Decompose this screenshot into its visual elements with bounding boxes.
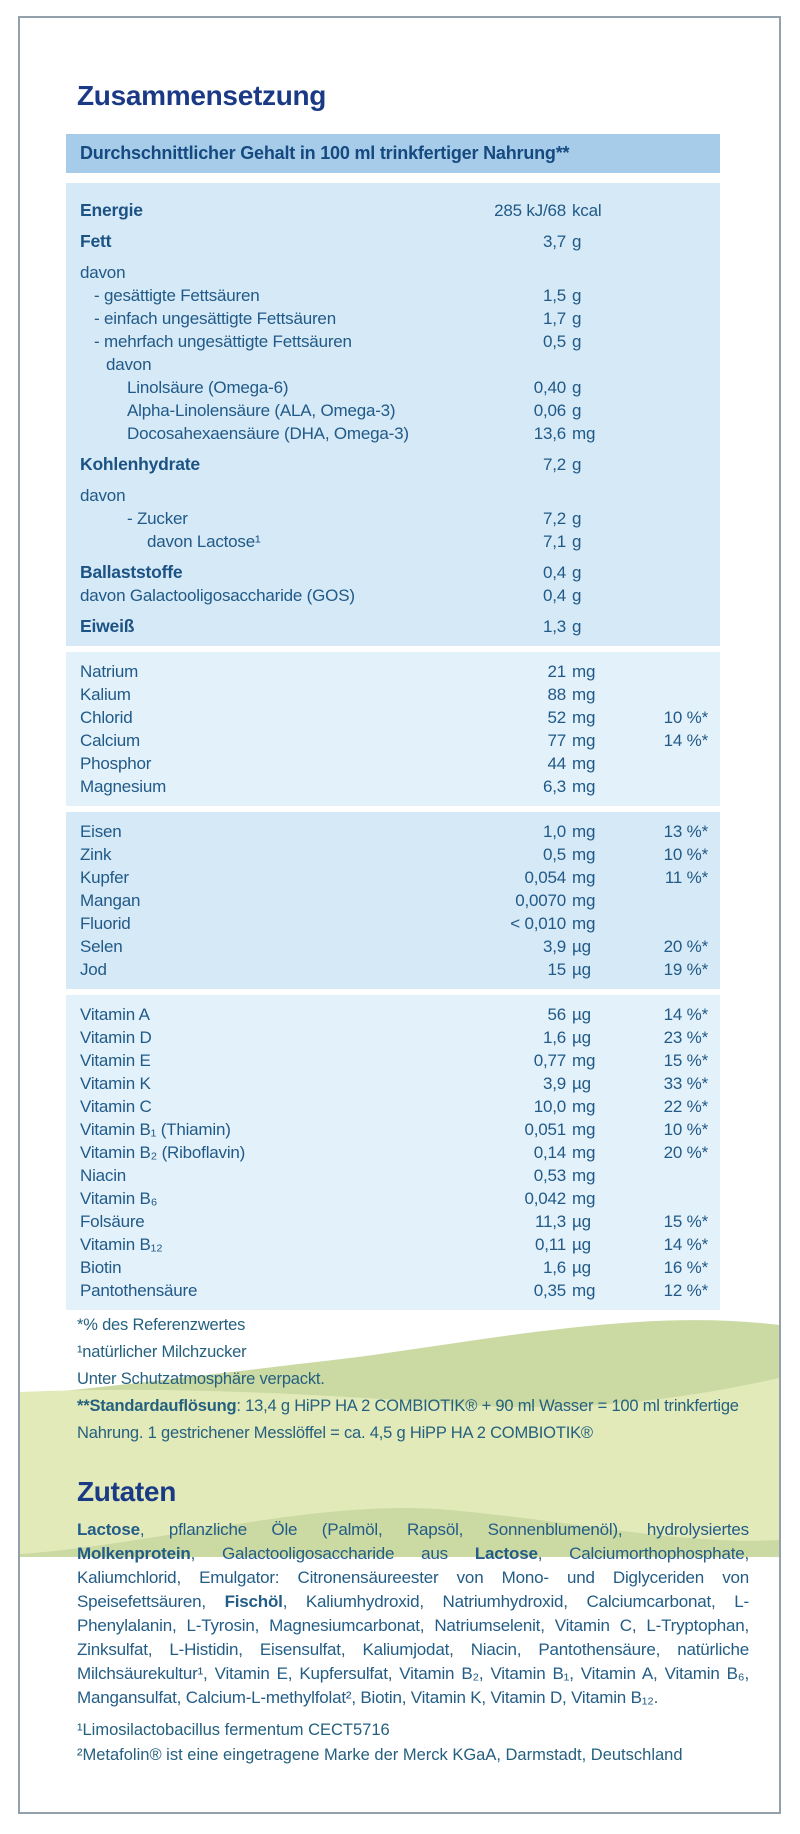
nutrient-label: Zink (80, 845, 112, 864)
nutrient-label: davon (106, 355, 152, 374)
nutrient-unit: g (572, 309, 582, 328)
nutrient-amount: 1,6 (542, 1028, 566, 1047)
nutrient-unit: g (572, 332, 582, 351)
nutrient-reference-percent (622, 584, 708, 607)
nutrient-reference-percent (622, 660, 708, 683)
nutrient-unit: µg (572, 1235, 591, 1254)
ingredient-segment: Standardauflösung (89, 1397, 237, 1415)
nutrient-unit: mg (572, 1143, 596, 1162)
nutrient-unit: g (572, 586, 582, 605)
nutrient-reference-percent: 16 %* (663, 1258, 708, 1277)
table-row (66, 820, 720, 843)
nutrient-unit: g (572, 286, 582, 305)
table-row (66, 261, 720, 284)
footnote-reference-value: *% des Referenzwertes (77, 1316, 246, 1334)
nutrient-unit: mg (572, 662, 596, 681)
nutrient-reference-percent (622, 230, 708, 253)
nutrient-label: Ballaststoffe (80, 562, 183, 582)
nutrient-label: Fett (80, 231, 112, 251)
nutrient-amount: 56 (547, 1005, 566, 1024)
nutrient-reference-percent (622, 353, 708, 376)
nutrient-reference-percent: 12 %* (663, 1281, 708, 1300)
table-row (66, 530, 720, 553)
nutrient-reference-percent (622, 530, 708, 553)
nutrient-amount: 285 kJ/68 (494, 201, 566, 220)
nutrient-reference-percent (622, 453, 708, 476)
nutrient-label: Linolsäure (Omega-6) (127, 378, 289, 397)
nutrient-unit: µg (572, 937, 591, 956)
nutrient-unit: µg (572, 1028, 591, 1047)
nutrient-unit: kcal (572, 201, 602, 220)
table-row (66, 1072, 720, 1095)
nutrient-unit: mg (572, 914, 596, 933)
ingredient-segment: ** (77, 1397, 90, 1415)
table-row (66, 752, 720, 775)
table-row (66, 706, 720, 729)
table-row (66, 284, 720, 307)
nutrient-label: Kohlenhydrate (80, 454, 200, 474)
nutrient-label: Chlorid (80, 708, 133, 727)
table-row (66, 615, 720, 638)
nutrient-label: Folsäure (80, 1212, 145, 1231)
ingredient-segment: Fischöl (224, 1592, 283, 1611)
nutrient-label: Calcium (80, 731, 141, 750)
nutrient-unit: mg (572, 1120, 596, 1139)
nutrient-reference-percent: 19 %* (663, 960, 708, 979)
nutrient-reference-percent (622, 1187, 708, 1210)
nutrient-label: Vitamin E (80, 1051, 151, 1070)
nutrient-reference-percent (622, 561, 708, 584)
table-row (66, 866, 720, 889)
nutrient-label: Vitamin B₆ (80, 1189, 158, 1208)
nutrient-reference-percent (622, 752, 708, 775)
table-row (66, 1187, 720, 1210)
nutrient-label: davon (80, 263, 126, 282)
nutrient-label: Phosphor (80, 754, 152, 773)
nutrient-amount: 13,6 (533, 424, 566, 443)
nutrient-label: Eisen (80, 822, 122, 841)
nutrient-amount: 1,6 (542, 1258, 566, 1277)
nutrient-amount: 1,3 (542, 617, 566, 636)
nutrient-unit: mg (572, 777, 596, 796)
nutrient-unit: mg (572, 845, 596, 864)
nutrient-amount: 1,5 (542, 286, 566, 305)
nutrient-amount: 0,051 (524, 1120, 566, 1139)
ingredients-footnotes (77, 1718, 749, 1768)
nutrient-amount: 0,35 (533, 1281, 566, 1300)
table-row (66, 307, 720, 330)
nutrient-label: Energie (80, 200, 143, 220)
ingredient-segment: , pflanzliche Öle (Palmöl, Rapsöl, Sonnenblumenöl), hydrolysiertes (139, 1520, 749, 1539)
nutrient-amount: 0,77 (533, 1051, 566, 1070)
nutrient-unit: g (572, 455, 582, 474)
nutrient-reference-percent (622, 399, 708, 422)
table-row (66, 958, 720, 981)
nutrient-unit: µg (572, 1212, 591, 1231)
nutrient-reference-percent (622, 507, 708, 530)
nutrient-reference-percent (622, 484, 708, 507)
nutrient-amount: 0,53 (533, 1166, 566, 1185)
table-row (66, 507, 720, 530)
label-card (18, 16, 781, 1814)
nutrient-reference-percent (622, 261, 708, 284)
nutrient-reference-percent: 15 %* (663, 1051, 708, 1070)
nutrient-reference-percent: 33 %* (663, 1074, 708, 1093)
nutrient-unit: mg (572, 868, 596, 887)
nutrient-amount: 0,06 (533, 401, 566, 420)
nutrient-amount: 0,4 (542, 563, 566, 582)
nutrient-reference-percent (622, 422, 708, 445)
table-section-vitamins (66, 995, 720, 1310)
nutrient-unit: µg (572, 1005, 591, 1024)
nutrient-reference-percent: 20 %* (663, 1143, 708, 1162)
ingredients-text (77, 1518, 749, 1710)
nutrient-amount: 44 (547, 754, 566, 773)
nutrient-reference-percent (622, 199, 708, 222)
table-header (66, 134, 720, 173)
nutrient-label: Vitamin D (80, 1028, 152, 1047)
table-row (66, 1233, 720, 1256)
nutrient-reference-percent: 13 %* (663, 822, 708, 841)
table-row (66, 1141, 720, 1164)
table-row (66, 1256, 720, 1279)
nutrient-amount: 88 (547, 685, 566, 704)
ingredients-section (77, 1476, 749, 1768)
nutrient-unit: g (572, 563, 582, 582)
table-footnotes (77, 1312, 749, 1447)
composition-title: Zusammensetzung (77, 80, 327, 111)
nutrient-unit: mg (572, 685, 596, 704)
table-section-minerals (66, 652, 720, 806)
nutrient-amount: 0,40 (533, 378, 566, 397)
nutrient-unit: mg (572, 708, 596, 727)
table-row (66, 453, 720, 476)
nutrient-label: Magnesium (80, 777, 167, 796)
nutrient-unit: mg (572, 822, 596, 841)
nutrient-amount: 3,7 (542, 232, 566, 251)
nutrient-amount: 0,5 (542, 845, 566, 864)
nutrient-reference-percent: 20 %* (663, 937, 708, 956)
nutrient-label: Vitamin K (80, 1074, 151, 1093)
nutrient-label: Selen (80, 937, 123, 956)
table-row (66, 484, 720, 507)
nutrient-amount: 3,9 (542, 937, 566, 956)
nutrient-amount: 3,9 (542, 1074, 566, 1093)
nutrient-reference-percent: 22 %* (663, 1097, 708, 1116)
table-row (66, 1118, 720, 1141)
nutrient-unit: µg (572, 960, 591, 979)
nutrient-label: davon Lactose¹ (147, 532, 261, 551)
nutrient-unit: µg (572, 1258, 591, 1277)
nutrient-amount: 0,14 (533, 1143, 566, 1162)
table-row (66, 912, 720, 935)
nutrient-unit: mg (572, 424, 596, 443)
footnote-protective-atmosphere: Unter Schutzatmosphäre verpackt. (77, 1370, 325, 1388)
table-row (66, 1210, 720, 1233)
table-row (66, 230, 720, 253)
nutrient-label: Vitamin B₁₂ (80, 1235, 163, 1254)
nutrient-amount: 6,3 (542, 777, 566, 796)
table-section-trace-elements (66, 812, 720, 989)
table-row (66, 1049, 720, 1072)
nutrient-amount: 7,1 (542, 532, 566, 551)
ingredient-segment: , Galactooligosaccharide aus (190, 1544, 475, 1563)
nutrient-label: Alpha-Linolensäure (ALA, Omega-3) (127, 401, 396, 420)
nutrient-label: - Zucker (127, 509, 188, 528)
nutrient-amount: 0,11 (534, 1235, 566, 1254)
nutrient-unit: g (572, 378, 582, 397)
table-row (66, 376, 720, 399)
table-row (66, 1026, 720, 1049)
ingredient-segment: Lactose (77, 1520, 140, 1539)
ingredient-segment: , Kaliumhydroxid, Natriumhydroxid, Calciumcarbonat, L-Phenylalanin, L-Tyrosin, Magnesiumcarbonat, Natriumselenit, Vitamin C, L-Tryptophan, Zinksulfat, L-Histidin, Eisensulfat, Kaliumjodat, Niacin, Pantothensäure, natürliche Milchsäurekultur¹, Vitamin E, Kupfersulfat, Vitamin B₂, Vitamin B₁, Vitamin A, Vitamin B₆, Mangansulfat, Calcium-L-methylfolat², Biotin, Vitamin K, Vitamin D, Vitamin B₁₂. (77, 1592, 749, 1707)
nutrient-reference-percent (622, 889, 708, 912)
nutrient-label: Mangan (80, 891, 141, 910)
nutrient-label: Vitamin B₂ (Riboflavin) (80, 1143, 246, 1162)
table-row (66, 1279, 720, 1302)
nutrient-reference-percent (622, 775, 708, 798)
nutrient-reference-percent: 15 %* (663, 1212, 708, 1231)
nutrient-amount: 0,054 (524, 868, 566, 887)
nutrient-label: davon (80, 486, 126, 505)
nutrient-label: Fluorid (80, 914, 131, 933)
nutrient-amount: 15 (547, 960, 566, 979)
table-row (66, 561, 720, 584)
ingredients-title: Zutaten (77, 1476, 177, 1507)
nutrient-unit: mg (572, 891, 596, 910)
nutrient-label: Docosahexaensäure (DHA, Omega-3) (127, 424, 409, 443)
ingredient-segment: , Calciumorthophosphate, Kaliumchlorid, Emulgator: Citronensäureester von Mono- und Diglyceriden von Speisefettsäuren, (77, 1544, 749, 1611)
nutrient-unit: g (572, 617, 582, 636)
nutrient-unit: mg (572, 1051, 596, 1070)
nutrient-reference-percent: 10 %* (663, 708, 708, 727)
footnote-standard-dilution (77, 1393, 749, 1447)
nutrient-amount: 0,042 (524, 1189, 566, 1208)
footnote-metafolin: ²Metafolin® ist eine eingetragene Marke der Merck KGaA, Darmstadt, Deutschland (77, 1746, 683, 1764)
nutrient-label: - einfach ungesättigte Fettsäuren (94, 309, 336, 328)
table-row (66, 1003, 720, 1026)
nutrient-unit: mg (572, 1189, 596, 1208)
nutrient-label: Vitamin A (80, 1005, 150, 1024)
nutrient-unit: mg (572, 1097, 596, 1116)
table-row (66, 775, 720, 798)
nutrient-label: Vitamin C (80, 1097, 152, 1116)
nutrient-reference-percent (622, 284, 708, 307)
footnote-limosilactobacillus: ¹Limosilactobacillus fermentum CECT5716 (77, 1721, 390, 1739)
nutrient-unit: g (572, 401, 582, 420)
nutrient-reference-percent (622, 912, 708, 935)
nutrition-table (66, 134, 720, 1316)
nutrient-label: - gesättigte Fettsäuren (94, 286, 260, 305)
table-row (66, 935, 720, 958)
table-row (66, 422, 720, 445)
table-row (66, 1164, 720, 1187)
nutrient-amount: 0,4 (542, 586, 566, 605)
table-row (66, 199, 720, 222)
nutrient-unit (566, 261, 622, 284)
table-row (66, 889, 720, 912)
ingredient-segment: Molkenprotein (77, 1544, 191, 1563)
nutrient-reference-percent: 10 %* (663, 845, 708, 864)
nutrient-unit: mg (572, 731, 596, 750)
nutrient-amount: 7,2 (542, 509, 566, 528)
table-header-text: Durchschnittlicher Gehalt in 100 ml trinkfertiger Nahrung** (80, 143, 570, 163)
nutrient-label: Vitamin B₁ (Thiamin) (80, 1120, 231, 1139)
table-row (66, 330, 720, 353)
nutrient-label: Kupfer (80, 868, 129, 887)
table-row (66, 399, 720, 422)
nutrient-label: Jod (80, 960, 107, 979)
nutrient-amount: < 0,010 (510, 914, 566, 933)
nutrient-label: - mehrfach ungesättigte Fettsäuren (94, 332, 352, 351)
footnote-milk-sugar: ¹natürlicher Milchzucker (77, 1343, 247, 1361)
nutrient-unit (566, 484, 622, 507)
nutrient-unit: µg (572, 1074, 591, 1093)
nutrient-reference-percent: 14 %* (663, 1005, 708, 1024)
table-row (66, 729, 720, 752)
nutrient-label: Natrium (80, 662, 139, 681)
table-row (66, 683, 720, 706)
nutrient-unit: mg (572, 754, 596, 773)
nutrient-amount: 1,0 (542, 822, 566, 841)
nutrient-reference-percent (622, 330, 708, 353)
nutrient-amount: 21 (547, 662, 566, 681)
nutrient-label: Eiweiß (80, 616, 135, 636)
nutrient-reference-percent: 23 %* (663, 1028, 708, 1047)
nutrient-amount: 7,2 (542, 455, 566, 474)
nutrient-reference-percent (622, 615, 708, 638)
nutrient-reference-percent: 10 %* (663, 1120, 708, 1139)
nutrient-amount: 52 (547, 708, 566, 727)
nutrient-unit: g (572, 232, 582, 251)
nutrient-label: Biotin (80, 1258, 122, 1277)
table-row (66, 843, 720, 866)
nutrient-amount: 0,5 (542, 332, 566, 351)
nutrient-label: Niacin (80, 1166, 127, 1185)
nutrient-amount: 0,0070 (515, 891, 566, 910)
ingredient-segment: : 13,4 g HiPP HA 2 COMBIOTIK® + 90 ml Wasser = 100 ml trinkfertige Nahrung. 1 gestrichener Messlöffel = ca. 4,5 g HiPP HA 2 COMBIOTIK® (77, 1397, 739, 1442)
nutrient-amount (478, 261, 566, 284)
nutrient-reference-percent: 14 %* (663, 731, 708, 750)
nutrient-reference-percent (622, 683, 708, 706)
table-row (66, 584, 720, 607)
nutrient-label: Pantothensäure (80, 1281, 198, 1300)
nutrient-unit: mg (572, 1166, 596, 1185)
nutrient-label: Kalium (80, 685, 131, 704)
nutrient-reference-percent: 11 %* (664, 868, 708, 887)
nutrient-amount: 77 (547, 731, 566, 750)
table-row (66, 353, 720, 376)
table-row (66, 1095, 720, 1118)
nutrient-amount (478, 484, 566, 507)
nutrient-amount: 10,0 (533, 1097, 566, 1116)
nutrient-reference-percent (622, 376, 708, 399)
nutrient-unit (566, 353, 622, 376)
ingredient-segment: Lactose (474, 1544, 538, 1563)
nutrient-reference-percent (622, 1164, 708, 1187)
nutrient-unit: g (572, 509, 582, 528)
nutrient-label: davon Galactooligosaccharide (GOS) (80, 586, 355, 605)
nutrient-amount (478, 353, 566, 376)
table-section-macronutrients (66, 183, 720, 646)
nutrient-unit: mg (572, 1281, 596, 1300)
nutrient-amount: 1,7 (542, 309, 566, 328)
nutrient-unit: g (572, 532, 582, 551)
nutrient-amount: 11,3 (534, 1212, 566, 1231)
nutrient-reference-percent (622, 307, 708, 330)
nutrient-reference-percent: 14 %* (663, 1235, 708, 1254)
table-row (66, 660, 720, 683)
